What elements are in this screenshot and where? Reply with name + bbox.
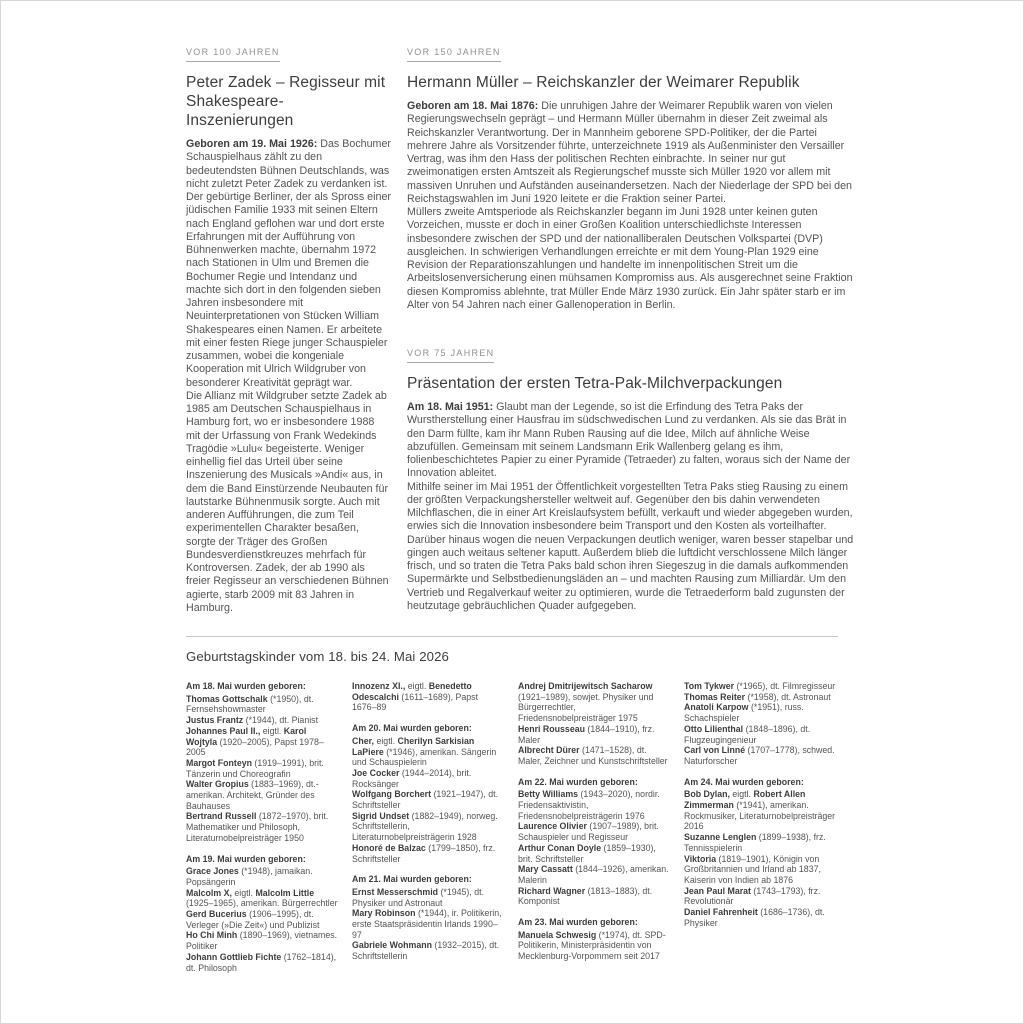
person-entry: Viktoria (1819–1901), Königin von Großbritannien und Irland ab 1837, Kaiserin von Indien ab 1876 bbox=[684, 853, 821, 885]
person-entry: Manuela Schwesig (*1974), dt. SPD-Politikerin, Ministerpräsidentin von Mecklenburg-Vorpommern seit 2017 bbox=[518, 929, 666, 962]
person-entry: Thomas Gottschalk (*1950), dt. Fernsehshowmaster bbox=[186, 693, 314, 715]
section-divider bbox=[186, 636, 838, 637]
person-entry: Henri Rousseau (1844–1910), frz. Maler bbox=[518, 723, 655, 745]
person-entry: Honoré de Balzac (1799–1850), frz. Schriftsteller bbox=[352, 842, 496, 864]
person-entry: Carl von Linné (1707–1778), schwed. Naturforscher bbox=[684, 745, 835, 766]
person-entry: Gabriele Wohmann (1932–2015), dt. Schriftstellerin bbox=[352, 940, 500, 962]
paragraph-text: Das Bochumer Schauspielhaus zählt zu den bedeutendsten Bühnen Deutschlands, was nicht zuletzt Peter Zadek zu verdanken ist. Der gebürtige Berliner, der als Spross einer jüdischen Familie 1933 mit seinen Eltern nach England geflohen war und dort erste Erfahrungen mit der Aufführung von Bühnenwerken machte, übernahm 1972 nach Stationen in Ulm und Bremen die Bochumer Regie und Intendanz und machte sich dort in den folgenden sieben Jahren insbesondere mit Neuinterpretationen von Stücken William Shakespeares einen Namen. Er arbeitete mit einer festen Riege junger Schauspieler zusammen, wobei die kongeniale Kooperation mit Ulrich Wildgruber von besonderer Kreativität geprägt war. bbox=[186, 138, 391, 389]
article-title-tetra-pak: Präsentation der ersten Tetra-Pak-Milchverpackungen bbox=[407, 375, 783, 392]
birthdate-lead: Geboren am 18. Mai 1876: bbox=[407, 100, 539, 112]
day-group bbox=[518, 777, 670, 907]
person-entry: Sigrid Undset (1882–1949), norweg. Schriftstellerin, Literaturnobelpreisträgerin 1928 bbox=[352, 810, 498, 843]
person-entry: Betty Williams (1943–2020), nordir. Friedensaktivistin, Friedensnobelpreisträgerin 1976 bbox=[518, 789, 660, 821]
article-title-hermann-mueller: Hermann Müller – Reichskanzler der Weimarer Republik bbox=[407, 74, 800, 91]
birthday-column-2 bbox=[352, 681, 504, 973]
day-group bbox=[352, 874, 504, 962]
day-group bbox=[684, 777, 836, 929]
day-group bbox=[518, 681, 670, 767]
birthdays-title: Geburtstagskinder vom 18. bis 24. Mai 2026 bbox=[186, 649, 449, 664]
person-entry: Jean Paul Marat (1743–1793), frz. Revolutionär bbox=[684, 885, 821, 907]
person-entry: Albrecht Dürer (1471–1528), dt. Maler, Zeichner und Kunstschriftsteller bbox=[518, 745, 668, 766]
kicker-vor-100-jahren: VOR 100 JAHREN bbox=[186, 47, 280, 62]
person-entry: Andrej Dmitrijewitsch Sacharow (1921–1989), sowjet. Physiker und Bürgerrechtler, Friedensnobelpreisträger 1975 bbox=[518, 681, 654, 724]
day-group bbox=[352, 723, 504, 864]
kicker-vor-150-jahren: VOR 150 JAHREN bbox=[407, 47, 501, 62]
person-entry: Justus Frantz (*1944), dt. Pianist bbox=[186, 715, 319, 726]
birthday-columns bbox=[186, 681, 855, 973]
person-entry: Ernst Messerschmid (*1945), dt. Physiker und Astronaut bbox=[352, 886, 485, 908]
paragraph-text: Die unruhigen Jahre der Weimarer Republik waren von vielen Regierungswechseln geprägt – und Hermann Müller übernahm in dieser Zeit zweimal als Reichskanzler Verantwortung. Der in Mannheim geborene SPD-Politiker, der die Partei mehrere Jahre als Vorsitzender führte, unterzeichnete 1919 als Außenminister den Versailler Vertrag, was ihm den Hass der politischen Rechten einbrachte. In seiner nur gut zweimonatigen ersten Amtszeit als Regierungschef musste sich Müller 1920 vor allem mit massiven Unruhen und Aufständen auseinandersetzen. Nach der Niederlage der SPD bei den Reichstagswahlen im Juni 1920 leitete er die Fraktion seiner Partei. bbox=[407, 100, 853, 205]
person-entry: Suzanne Lenglen (1899–1938), frz. Tennisspielerin bbox=[684, 832, 826, 853]
person-entry: Wolfgang Borchert (1921–1947), dt. Schriftsteller bbox=[352, 789, 499, 811]
birthdate-lead: Geboren am 19. Mai 1926: bbox=[186, 138, 318, 150]
day-group bbox=[186, 681, 338, 844]
article-paragraph: Mithilfe seiner im Mai 1951 der Öffentlichkeit vorgestellten Tetra Paks stieg Rausing zu einem der größten Verpackungshersteller weltweit auf. Gegenüber den bis dahin verwendeten Milchflaschen, die in einer Art Kreislaufsystem befüllt, verkauft und wieder abgegeben wurden, erwies sich die Innovation insbesondere beim Transport und den Kosten als vorteilhafter. Darüber hinaus wogen die neuen Verpackungen deutlich weniger, waren besser stapelbar und gingen auch weitaus seltener kaputt. Außerdem blieb die luftdicht verschlossene Milch länger frisch, und so traten die Tetra Paks bald schon ihren Siegeszug in die damals aufkommenden Supermärkte und Selbstbedienungsläden an – und machten Rausing zum Milliardär. Um den Vertrieb und Regalverkauf weiter zu optimieren, wurde die Tetraederform bald zugunsten der heutzutage gebräuchlichen Quader aufgegeben. bbox=[407, 480, 854, 612]
person-entry: Joe Cocker (1944–2014), brit. Rocksänger bbox=[352, 767, 472, 789]
column-right bbox=[407, 42, 854, 613]
person-entry: Walter Gropius (1883–1969), dt.-amerikan. Architekt, Gründer des Bauhauses bbox=[186, 779, 319, 811]
person-entry: Cher, eigtl. Cherilyn Sarkisian LaPiere (*1946), amerikan. Sängerin und Schauspielerin bbox=[352, 735, 497, 768]
person-entry: Bertrand Russell (1872–1970), brit. Mathematiker und Philosoph, Literaturnobelpreisträger 1950 bbox=[186, 811, 329, 843]
person-entry: Ho Chi Minh (1890–1969), vietnames. Politiker bbox=[186, 930, 338, 952]
day-group-header: Am 23. Mai wurden geboren: bbox=[518, 917, 638, 928]
column-left bbox=[186, 42, 391, 615]
person-entry: Gerd Bucerius (1906–1995), dt. Verleger (»Die Zeit«) und Publizist bbox=[186, 909, 320, 930]
person-entry: Grace Jones (*1948), jamaikan. Popsängerin bbox=[186, 866, 313, 887]
day-group-header: Am 22. Mai wurden geboren: bbox=[518, 776, 638, 787]
anniversary-articles bbox=[186, 42, 855, 615]
person-entry: Innozenz XI., eigtl. Benedetto Odescalchi (1611–1689), Papst 1676–89 bbox=[352, 681, 479, 713]
person-entry: Arthur Conan Doyle (1859–1930), brit. Schriftsteller bbox=[518, 842, 656, 864]
article-title-peter-zadek: Peter Zadek – Regisseur mit Shakespeare-Inszenierungen bbox=[186, 74, 386, 129]
person-entry: Otto Lilienthal (1848–1896), dt. Flugzeugingenieur bbox=[684, 723, 811, 745]
person-entry: Mary Robinson (*1944), ir. Politikerin, erste Staatspräsidentin Irlands 1990–97 bbox=[352, 908, 502, 940]
day-group bbox=[684, 681, 836, 767]
day-group-header: Am 21. Mai wurden geboren: bbox=[352, 874, 472, 885]
birthdays-section bbox=[186, 649, 855, 973]
day-group-header: Am 20. Mai wurden geboren: bbox=[352, 723, 472, 734]
day-group bbox=[186, 854, 338, 974]
section-vor-75-jahren bbox=[407, 343, 854, 613]
birthday-column-4 bbox=[684, 681, 836, 973]
person-entry: Mary Cassatt (1844–1926), amerikan. Malerin bbox=[518, 864, 669, 885]
article-paragraph bbox=[407, 401, 854, 481]
person-entry: Johann Gottlieb Fichte (1762–1814), dt. Philosoph bbox=[186, 951, 337, 973]
article-paragraph bbox=[407, 100, 854, 206]
article-paragraph bbox=[186, 138, 391, 390]
person-entry: Anatoli Karpow (*1951), russ. Schachspieler bbox=[684, 702, 804, 724]
person-entry: Tom Tykwer (*1965), dt. Filmregisseur bbox=[684, 681, 836, 691]
day-group-header: Am 18. Mai wurden geboren: bbox=[186, 681, 306, 691]
day-group-header: Am 19. Mai wurden geboren: bbox=[186, 853, 306, 864]
person-entry: Thomas Reiter (*1958), dt. Astronaut bbox=[684, 691, 831, 702]
section-vor-150-jahren bbox=[407, 42, 854, 312]
person-entry: Johannes Paul II., eigtl. Karol Wojtyla (1920–2005), Papst 1978–2005 bbox=[186, 725, 324, 758]
kicker-vor-75-jahren: VOR 75 JAHREN bbox=[407, 348, 494, 363]
article-paragraph: Müllers zweite Amtsperiode als Reichskanzler begann im Juni 1928 unter keinen guten Vorzeichen, musste er doch in einer Großen Koalition unterschiedlichste Interessen insbesondere zwischen der SPD und der nationalliberalen Deutschen Volkspartei (DVP) ausgleichen. In schwierigen Verhandlungen erreichte er mit dem Young-Plan 1929 eine Revision der Reparationszahlungen und handelte im innenpolitischen Streit um die Arbeitslosenversicherung einen mühsamen Kompromiss aus. Als ausgerechnet seine Fraktion diesen Kompromiss ablehnte, trat Müller Ende März 1930 zurück. Ein Jahr später starb er im Alter von 54 Jahren nach einer Gallenoperation in Berlin. bbox=[407, 206, 853, 311]
person-entry: Richard Wagner (1813–1883), dt. Komponist bbox=[518, 885, 653, 907]
article-paragraph: Die Allianz mit Wildgruber setzte Zadek ab 1985 am Deutschen Schauspielhaus in Hamburg fort, wo er insbesondere 1988 mit der Urfassung von Frank Wedekinds Tragödie »Lulu« begeisterte. Weniger einhellig fiel das Urteil über seine Inszenierung des Musicals »Andi« aus, in dem die Band Einstürzende Neubauten für lautstarke Bühnenmusik sorgte. Auch mit anderen Aufführungen, die zum Teil experimentellen Charakter besaßen, sorgte der Träger des Großen Bundesverdienstkreuzes mehrfach für Kontroversen. Zadek, der ab 1990 als freier Regisseur an verschiedenen Bühnen agierte, starb 2009 mit 83 Jahren in Hamburg. bbox=[186, 389, 389, 614]
day-group bbox=[518, 917, 670, 962]
birthday-column-3 bbox=[518, 681, 670, 973]
paragraph-text: Glaubt man der Legende, so ist die Erfindung des Tetra Paks der Wurstherstellung einer Hausfrau im südschwedischen Lund zu verdanken. Als sie das Brät in den Darm füllte, kam ihr Mann Ruben Rausing auf die Idee, Milch auf ähnliche Weise abzufüllen. Gemeinsam mit seinem Landsmann Erik Wallenberg gelang es ihm, folienbeschichtetes Papier zu einer Pyramide (Tetraeder) zu falten, woraus sich der Name der Innovation ableitet. bbox=[407, 401, 851, 480]
person-entry: Daniel Fahrenheit (1686–1736), dt. Physiker bbox=[684, 907, 825, 928]
section-vor-100-jahren bbox=[186, 42, 391, 615]
person-entry: Margot Fonteyn (1919–1991), brit. Tänzerin und Choreografin bbox=[186, 757, 324, 779]
date-lead: Am 18. Mai 1951: bbox=[407, 401, 494, 413]
person-entry: Bob Dylan, eigtl. Robert Allen Zimmerman (*1941), amerikan. Rockmusiker, Literaturnobelpreisträger 2016 bbox=[684, 789, 836, 832]
birthday-column-1 bbox=[186, 681, 338, 973]
person-entry: Laurence Olivier (1907–1989), brit. Schauspieler und Regisseur bbox=[518, 821, 659, 843]
day-group-header: Am 24. Mai wurden geboren: bbox=[684, 776, 804, 787]
person-entry: Malcolm X, eigtl. Malcolm Little (1925–1965), amerikan. Bürgerrechtler bbox=[186, 887, 338, 909]
day-group bbox=[352, 681, 504, 713]
